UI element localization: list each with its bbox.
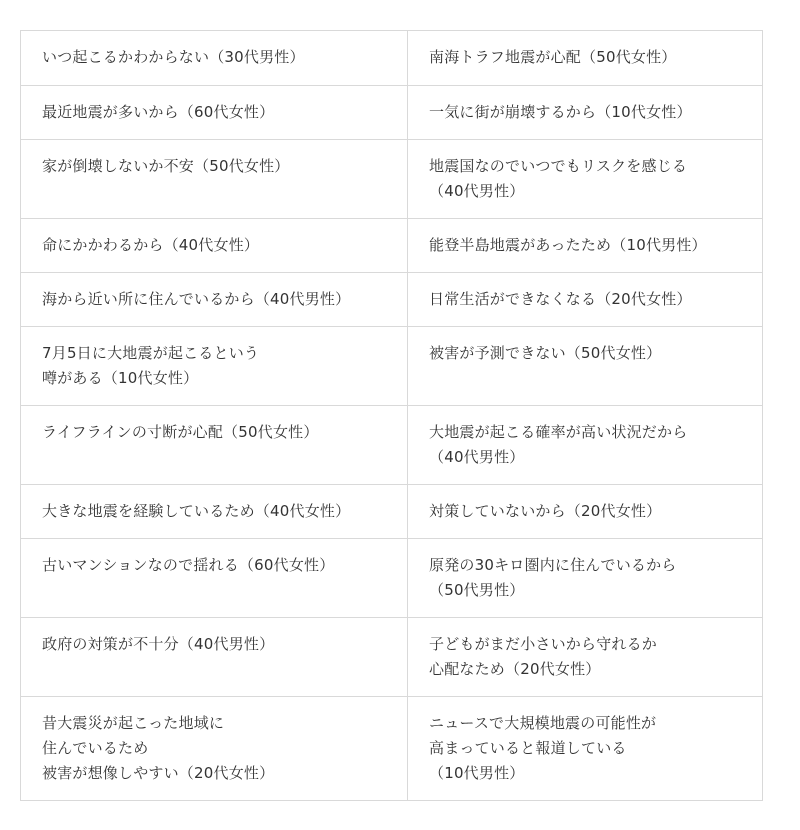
cell-text: 一気に街が崩壊するから（10代女性）	[429, 103, 692, 121]
table-row	[21, 539, 763, 618]
cell-text: 命にかかわるから（40代女性）	[42, 236, 260, 254]
table-row	[21, 219, 763, 273]
cell-text: 古いマンションなので揺れる（60代女性）	[42, 556, 335, 574]
table-cell	[21, 539, 408, 618]
cell-text: 最近地震が多いから（60代女性）	[42, 103, 275, 121]
table-row	[21, 406, 763, 485]
table-cell	[408, 697, 763, 801]
table-cell	[21, 31, 408, 86]
cell-text: ニュースで大規模地震の可能性が 高まっていると報道している （10代男性）	[429, 714, 657, 782]
table-cell	[408, 485, 763, 539]
cell-text: 被害が予測できない（50代女性）	[429, 344, 662, 362]
cell-text: 南海トラフ地震が心配（50代女性）	[429, 48, 677, 66]
table-cell	[21, 406, 408, 485]
cell-text: ライフラインの寸断が心配（50代女性）	[42, 423, 319, 441]
table-cell	[408, 273, 763, 327]
table-cell	[408, 406, 763, 485]
table-cell	[21, 140, 408, 219]
table-row	[21, 273, 763, 327]
reasons-table	[20, 30, 763, 801]
table-row	[21, 86, 763, 140]
cell-text: 子どもがまだ小さいから守れるか 心配なため（20代女性）	[429, 635, 658, 678]
cell-text: 地震国なのでいつでもリスクを感じる （40代男性）	[429, 157, 688, 200]
cell-text: 7月5日に大地震が起こるという 噂がある（10代女性）	[42, 344, 260, 387]
cell-text: 昔大震災が起こった地域に 住んでいるため 被害が想像しやすい（20代女性）	[42, 714, 275, 782]
cell-text: 政府の対策が不十分（40代男性）	[42, 635, 275, 653]
table-row	[21, 327, 763, 406]
cell-text: 原発の30キロ圏内に住んでいるから （50代男性）	[429, 556, 677, 599]
table-cell	[21, 618, 408, 697]
cell-text: 能登半島地震があったため（10代男性）	[429, 236, 707, 254]
table-cell	[21, 485, 408, 539]
table-row	[21, 618, 763, 697]
cell-text: 日常生活ができなくなる（20代女性）	[429, 290, 692, 308]
table-row	[21, 485, 763, 539]
cell-text: 海から近い所に住んでいるから（40代男性）	[42, 290, 351, 308]
table-cell	[408, 140, 763, 219]
table-cell	[408, 618, 763, 697]
table-cell	[408, 86, 763, 140]
table-cell	[21, 697, 408, 801]
table-cell	[21, 273, 408, 327]
table-cell	[408, 539, 763, 618]
table-cell	[21, 327, 408, 406]
table-cell	[408, 327, 763, 406]
table-row	[21, 31, 763, 86]
cell-text: 家が倒壊しないか不安（50代女性）	[42, 157, 290, 175]
table-row	[21, 140, 763, 219]
cell-text: 対策していないから（20代女性）	[429, 502, 662, 520]
table-cell	[21, 86, 408, 140]
cell-text: いつ起こるかわからない（30代男性）	[42, 48, 305, 66]
cell-text: 大地震が起こる確率が高い状況だから （40代男性）	[429, 423, 688, 466]
cell-text: 大きな地震を経験しているため（40代女性）	[42, 502, 351, 520]
table-cell	[21, 219, 408, 273]
table-cell	[408, 219, 763, 273]
table-cell	[408, 31, 763, 86]
table-row	[21, 697, 763, 801]
